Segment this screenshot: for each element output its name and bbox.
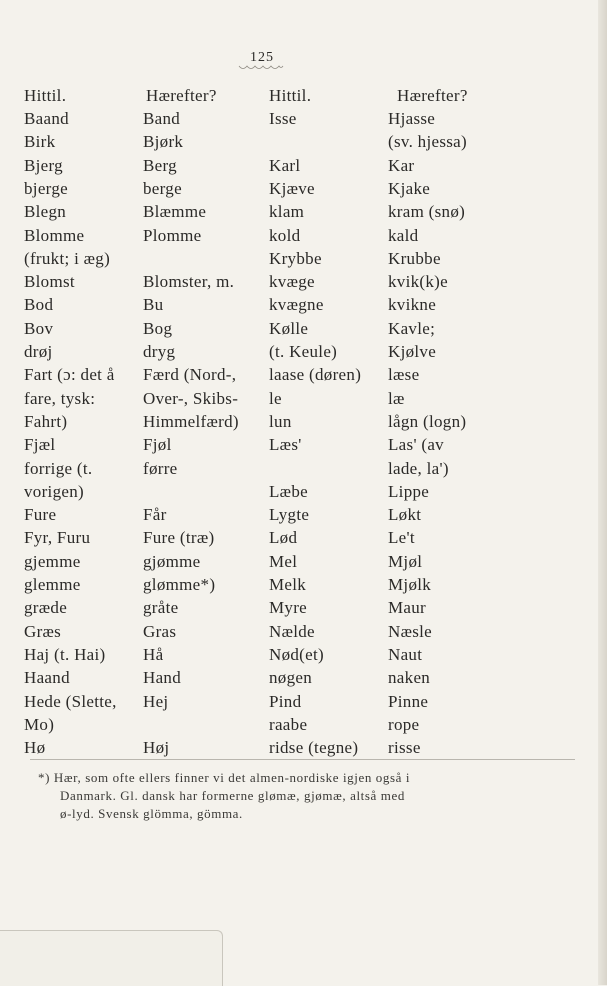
word-haerefter-left: Fure (træ): [143, 528, 215, 547]
footnote-marker: *): [38, 770, 51, 785]
word-hittil-right: Melk: [269, 575, 307, 594]
page-edge: [598, 0, 607, 985]
word-hittil-left: Bov: [24, 319, 54, 338]
word-hittil-left: Birk: [24, 132, 56, 151]
word-hittil-left: Fure: [24, 505, 57, 524]
word-haerefter-right: risse: [388, 738, 421, 757]
word-haerefter-right: naken: [388, 668, 431, 687]
word-hittil-left: drøj: [24, 342, 53, 361]
word-hittil-left: Baand: [24, 109, 69, 128]
word-hittil-left: Fart (ɔ: det å: [24, 365, 115, 384]
word-hittil-right: nøgen: [269, 668, 313, 687]
word-haerefter-right: lågn (logn): [388, 412, 467, 431]
word-hittil-right: Lygte: [269, 505, 310, 524]
word-hittil-right: Nælde: [269, 622, 315, 641]
word-hittil-left: bjerge: [24, 179, 68, 198]
word-haerefter-right: Las' (av: [388, 435, 444, 454]
word-haerefter-left: berge: [143, 179, 182, 198]
word-haerefter-left: gråte: [143, 598, 179, 617]
word-hittil-left: vorigen): [24, 482, 84, 501]
word-haerefter-right: Mjøl: [388, 552, 423, 571]
word-hittil-left: Fahrt): [24, 412, 68, 431]
word-haerefter-right: kvikne: [388, 295, 437, 314]
word-haerefter-left: Over-, Skibs-: [143, 389, 239, 408]
word-haerefter-right: Krubbe: [388, 249, 441, 268]
word-hittil-right: laase (døren): [269, 365, 362, 384]
word-haerefter-left: Gras: [143, 622, 177, 641]
word-haerefter-right: Kjake: [388, 179, 431, 198]
word-hittil-left: Fjæl: [24, 435, 56, 454]
word-haerefter-right: Hjasse: [388, 109, 436, 128]
word-hittil-right: kold: [269, 226, 301, 245]
word-haerefter-right: (sv. hjessa): [388, 132, 467, 151]
word-hittil-right: klam: [269, 202, 305, 221]
word-haerefter-right: Naut: [388, 645, 423, 664]
word-haerefter-left: Blomster, m.: [143, 272, 235, 291]
word-hittil-right: lun: [269, 412, 292, 431]
word-hittil-right: Myre: [269, 598, 308, 617]
word-haerefter-left: Får: [143, 505, 167, 524]
word-haerefter-right: kvik(k)e: [388, 272, 448, 291]
word-haerefter-right: Kavle;: [388, 319, 436, 338]
word-hittil-right: kvæge: [269, 272, 315, 291]
word-hittil-right: kvægne: [269, 295, 324, 314]
word-hittil-right: Kølle: [269, 319, 309, 338]
page-number: 125: [250, 50, 274, 65]
word-haerefter-left: Bjørk: [143, 132, 184, 151]
word-hittil-left: Græs: [24, 622, 62, 641]
word-hittil-right: Pind: [269, 692, 302, 711]
word-hittil-left: Fyr, Furu: [24, 528, 91, 547]
word-hittil-left: græde: [24, 598, 68, 617]
word-hittil-right: Karl: [269, 156, 301, 175]
footnote-rule: [30, 759, 575, 760]
word-haerefter-left: Hej: [143, 692, 169, 711]
word-haerefter-right: Le't: [388, 528, 415, 547]
word-haerefter-left: Høj: [143, 738, 170, 757]
word-haerefter-right: Pinne: [388, 692, 429, 711]
word-haerefter-left: Plomme: [143, 226, 202, 245]
footnote-line: *) Hær, som ofte ellers finner vi det almen-nordiske igjen også i: [38, 770, 411, 785]
word-hittil-right: Mel: [269, 552, 298, 571]
word-haerefter-right: Mjølk: [388, 575, 432, 594]
word-haerefter-left: Fjøl: [143, 435, 172, 454]
word-haerefter-right: rope: [388, 715, 420, 734]
word-hittil-left: Bjerg: [24, 156, 63, 175]
word-hittil-left: glemme: [24, 575, 81, 594]
word-haerefter-left: Himmelfærd): [143, 412, 239, 431]
word-haerefter-right: kram (snø): [388, 202, 466, 221]
footnote: [38, 769, 576, 823]
word-hittil-left: fare, tysk:: [24, 389, 96, 408]
word-hittil-left: gjemme: [24, 552, 81, 571]
word-hittil-left: Haand: [24, 668, 70, 687]
word-haerefter-right: Maur: [388, 598, 427, 617]
footnote-line: ø-lyd. Svensk glömma, gömma.: [60, 806, 243, 821]
word-hittil-right: Kjæve: [269, 179, 315, 198]
word-haerefter-left: Hand: [143, 668, 182, 687]
word-haerefter-right: læse: [388, 365, 420, 384]
word-haerefter-left: Band: [143, 109, 181, 128]
word-hittil-left: forrige (t.: [24, 459, 93, 478]
word-hittil-right: (t. Keule): [269, 342, 338, 361]
word-haerefter-right: kald: [388, 226, 419, 245]
header-haerefter-right: Hærefter?: [397, 86, 468, 105]
word-hittil-left: Mo): [24, 715, 55, 734]
word-hittil-right: raabe: [269, 715, 308, 734]
header-haerefter-left: Hærefter?: [146, 86, 217, 105]
word-haerefter-left: Hå: [143, 645, 164, 664]
word-haerefter-right: lade, la'): [388, 459, 449, 478]
word-hittil-left: Blomst: [24, 272, 75, 291]
word-haerefter-left: Blæmme: [143, 202, 207, 221]
word-haerefter-right: læ: [388, 389, 405, 408]
word-hittil-right: le: [269, 389, 282, 408]
paper-slip: [0, 930, 223, 986]
word-haerefter-right: Næsle: [388, 622, 432, 641]
word-haerefter-right: Løkt: [388, 505, 422, 524]
word-haerefter-left: dryg: [143, 342, 176, 361]
word-hittil-right: Krybbe: [269, 249, 322, 268]
word-hittil-left: Bod: [24, 295, 54, 314]
word-hittil-right: ridse (tegne): [269, 738, 359, 757]
word-haerefter-left: Berg: [143, 156, 177, 175]
word-hittil-left: (frukt; i æg): [24, 249, 111, 268]
word-hittil-left: Hede (Slette,: [24, 692, 117, 711]
word-hittil-left: Blomme: [24, 226, 85, 245]
word-hittil-right: Læs': [269, 435, 302, 454]
word-haerefter-right: Lippe: [388, 482, 430, 501]
word-hittil-left: Blegn: [24, 202, 67, 221]
header-hittil-right: Hittil.: [269, 86, 312, 105]
footnote-line: Danmark. Gl. dansk har formerne glømæ, gjømæ, altså med: [60, 788, 405, 803]
word-hittil-right: Isse: [269, 109, 297, 128]
word-haerefter-left: Bog: [143, 319, 173, 338]
word-haerefter-left: førre: [143, 459, 178, 478]
page-number-ornament: [238, 64, 284, 72]
word-hittil-right: Nød(et): [269, 645, 324, 664]
word-haerefter-left: Færd (Nord-,: [143, 365, 237, 384]
word-hittil-right: Lød: [269, 528, 298, 547]
word-hittil-right: Læbe: [269, 482, 308, 501]
word-haerefter-right: Kjølve: [388, 342, 437, 361]
word-haerefter-left: Bu: [143, 295, 164, 314]
word-hittil-left: Haj (t. Hai): [24, 645, 106, 664]
header-hittil-left: Hittil.: [24, 86, 67, 105]
word-hittil-left: Hø: [24, 738, 46, 757]
word-haerefter-left: glømme*): [143, 575, 216, 594]
word-haerefter-right: Kar: [388, 156, 415, 175]
word-haerefter-left: gjømme: [143, 552, 201, 571]
